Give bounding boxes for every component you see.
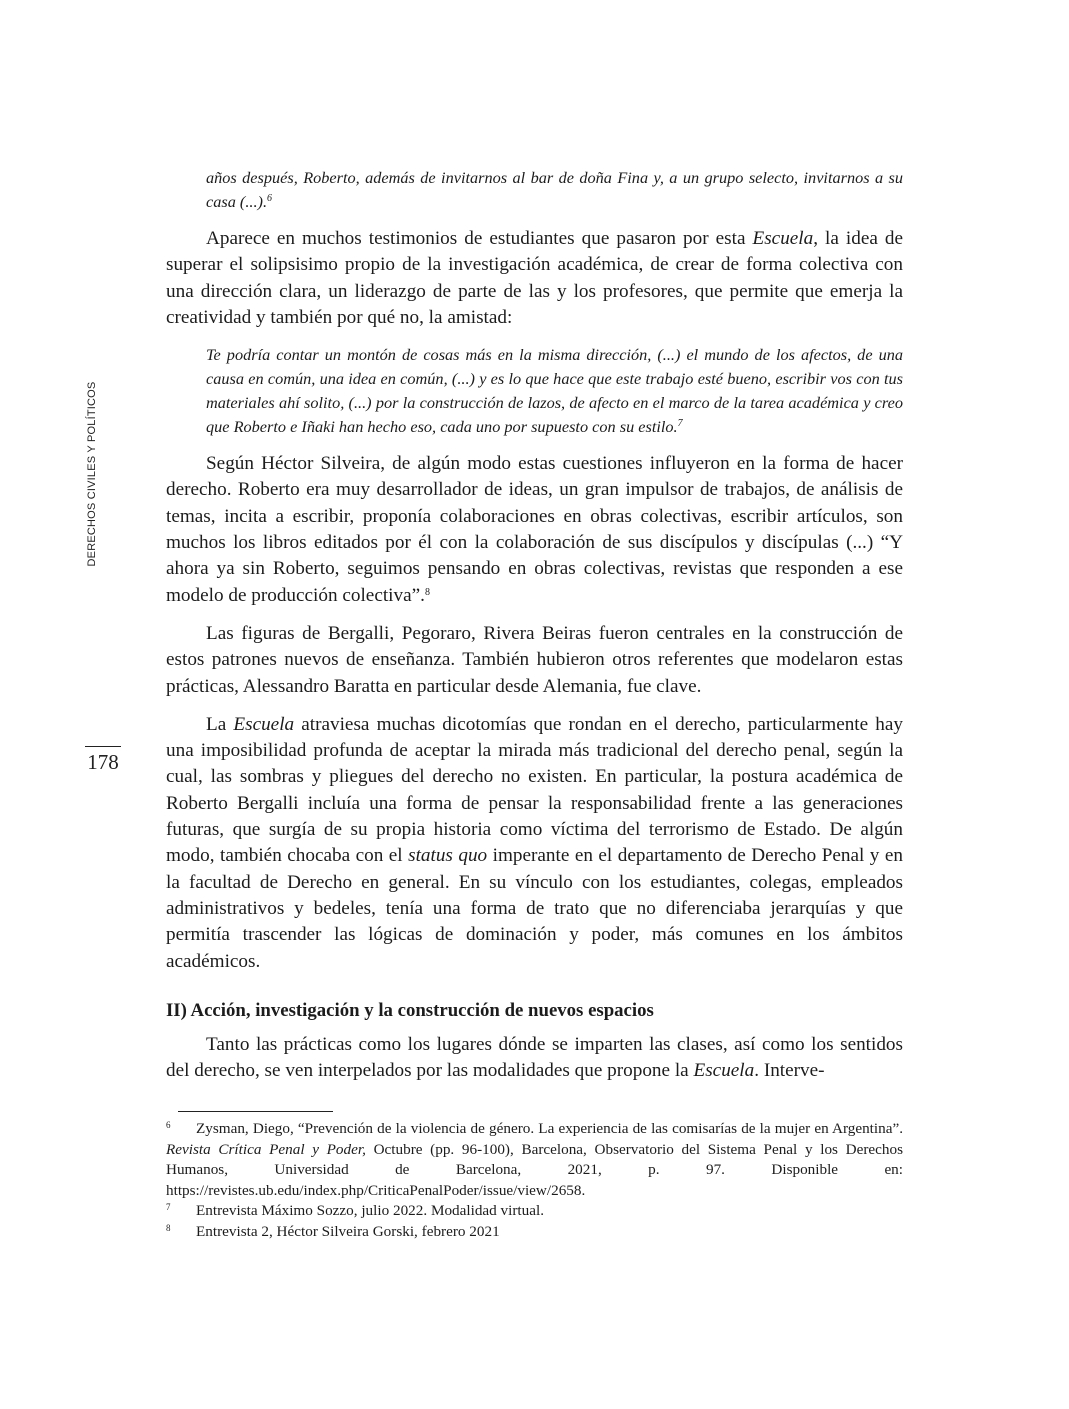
block-quote <box>206 166 903 214</box>
footnote-text: Zysman, Diego, “Prevención de la violencia de género. La experiencia de las comisarías de la mujer en Argentina”. <box>196 1120 903 1137</box>
italic-term: Revista Crítica Penal y Poder, <box>166 1140 366 1158</box>
footnote: 8 Entrevista 2, Héctor Silveira Gorski, febrero 2021 <box>166 1222 500 1240</box>
quote-text: Te podría contar un montón de cosas más en la misma dirección, (...) el mundo de los afectos, de una causa en común, una idea en común, (...) y es lo que hace que este trabajo esté bueno, escribir vos con tus materiales ahí solito, (...) por la construcción de lazos, de afecto en el marco de la tarea académica y creo que Roberto e Iñaki han hecho eso, cada uno por supuesto con su estilo. <box>206 345 903 437</box>
footnote-rule <box>178 1111 333 1112</box>
footnote-ref: 6 <box>267 193 273 204</box>
paragraph-text: imperante en el departamento de Derecho Penal y en la facultad de Derecho en general. En su vínculo con los estudiantes, colegas, empleados administrativos y bedeles, tenía una forma de trato que no diferenciaba jerarquías y que permitía trascender las lógicas de dominación y poder, más comunes en los ámbitos académicos. <box>166 845 903 972</box>
paragraph-text: La <box>206 713 234 735</box>
paragraph-text: Aparece en muchos testimonios de estudiantes que pasaron por esta <box>206 228 753 249</box>
italic-term: Escuela <box>693 1060 755 1082</box>
paragraph <box>166 226 903 331</box>
paragraph-text: . Interve- <box>754 1060 825 1082</box>
paragraph-text: atraviesa muchas dicotomías que rondan en el derecho, particularmente hay una imposibilidad profunda de aceptar la mirada más tradicional del derecho penal, según la cual, las sombras y pliegues del derecho no existen. En particular, la postura académica de Roberto Bergalli incluía una forma de pensar la responsabilidad frente a las generaciones futuras, que surgía de su propia historia como víctima del terrorismo de Estado. De algún modo, también chocaba con el <box>166 713 903 867</box>
running-section-label: DERECHOS CIVILES Y POLÍTICOS <box>86 381 98 567</box>
italic-term: status quo <box>408 845 488 867</box>
paragraph <box>166 1032 903 1085</box>
paragraph-text: Las figuras de Bergalli, Pegoraro, Rivera Beiras fueron centrales en la construcción de estos patrones nuevos de enseñanza. También hubieron otros referentes que modelaron estas prácticas, Alessandro Baratta en particular desde Alemania, fue clave. <box>166 622 903 697</box>
paragraph-text: , la idea de superar el solipsisimo propio de la investigación académica, de crear de forma colectiva con una dirección clara, un liderazgo de parte de las y los profesores, que permite que emerja la creatividad y también por qué no, la amistad: <box>166 228 903 328</box>
footnote: 6 Zysman, Diego, “Prevención de la violencia de género. La experiencia de las comisarías de la mujer en Argentina”. Revista Crítica Penal y Poder, Octubre (pp. 96-100), Barcelona, Observatorio del Sistema Penal y los Derechos Humanos, Universidad de Barcelona, 2021, p. 97. Disponible en: https://revistes.ub.edu/index.php/CriticaPenalPoder/issue/view/2658. <box>166 1120 903 1199</box>
page-number-rule <box>85 746 121 747</box>
page-number: 178 <box>87 750 119 774</box>
footnote-text: Entrevista 2, Héctor Silveira Gorski, febrero 2021 <box>196 1222 500 1240</box>
footnote-text: Entrevista Máximo Sozzo, julio 2022. Modalidad virtual. <box>196 1202 544 1220</box>
footnote-ref: 8 <box>424 586 430 598</box>
footnotes <box>166 1111 903 1243</box>
footnote-ref: 7 <box>677 418 683 430</box>
quote-text: años después, Roberto, además de invitarnos al bar de doña Fina y, a un grupo selecto, invitarnos a su casa (...). <box>206 168 903 211</box>
paragraph <box>166 451 903 609</box>
paragraph <box>166 621 903 700</box>
paragraph-text: Según Héctor Silveira, de algún modo estas cuestiones influyeron en la forma de hacer derecho. Roberto era muy desarrollador de ideas, un gran impulsor de trabajos, de análisis de temas, incita a escribir, proponía colaboraciones en obras colectivas, escribir artículos, son muchos los libros editados por él con la colaboración de sus discípulos y discípulas (...) “Y ahora ya sin Roberto, seguimos pensando en obras colectivas, revistas que responden a ese modelo de producción colectiva”. <box>166 453 903 606</box>
footnote: 7 Entrevista Máximo Sozzo, julio 2022. Modalidad virtual. <box>166 1202 544 1220</box>
body-text <box>166 166 903 1096</box>
block-quote <box>206 343 903 439</box>
paragraph <box>166 712 903 975</box>
italic-term: Escuela <box>752 228 814 249</box>
paragraph-text: Tanto las prácticas como los lugares dónde se imparten las clases, así como los sentidos del derecho, se ven interpelados por las modalidades que propone la <box>166 1033 903 1082</box>
italic-term: Escuela <box>233 713 295 735</box>
footnote-text: Octubre (pp. 96-100), Barcelona, Observatorio del Sistema Penal y los Derechos Humanos, Universidad de Barcelona, 2021, p. 97. Disponible en: https://revistes.ub.edu/index.php/CriticaPenalPoder/issue/view/2658. <box>166 1140 903 1199</box>
section-heading: II) Acción, investigación y la construcción de nuevos espacios <box>166 999 654 1021</box>
